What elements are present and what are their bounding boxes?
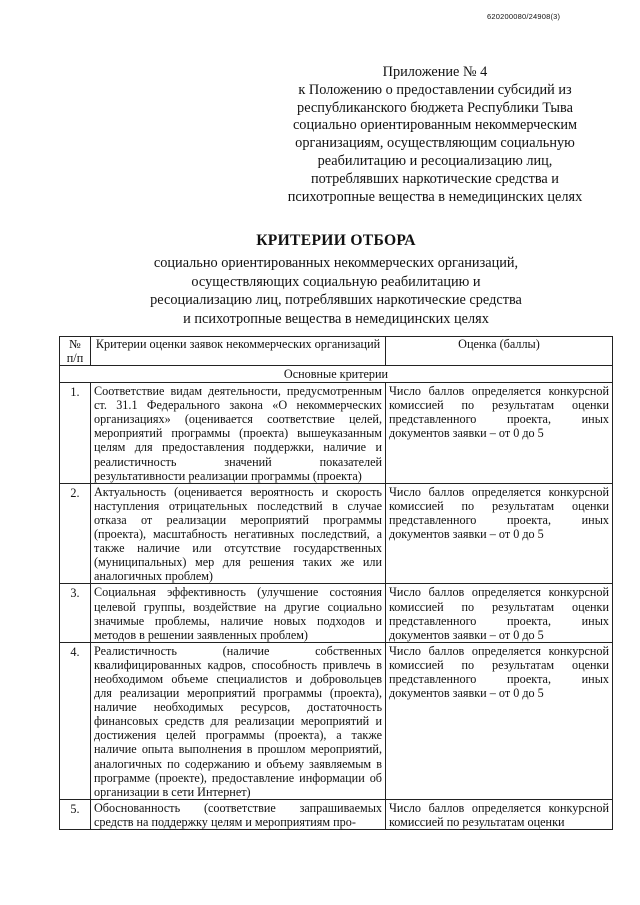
- table-header-row: [60, 337, 613, 366]
- table-row: [60, 642, 613, 799]
- document-id: 620200080/24908(3): [487, 12, 561, 21]
- subtitle-line: осуществляющих социальную реабилитацию и: [191, 273, 481, 290]
- row-number: 1.: [60, 383, 91, 484]
- annex-line: потреблявших наркотические средства и: [311, 170, 559, 187]
- annex-line: реабилитацию и ресоциализацию лиц,: [317, 152, 553, 169]
- document-subtitle: [60, 254, 612, 328]
- row-criteria: Обоснованность (соответствие запрашиваемых средств на поддержку целям и мероприятиям про-: [91, 799, 386, 829]
- annex-block: [270, 64, 600, 206]
- row-number: 3.: [60, 584, 91, 642]
- table-row: [60, 584, 613, 642]
- row-criteria: Социальная эффективность (улучшение состояния целевой группы, воздействие на другие социально значимые проблемы, наличие новых подходов и методов в решении заявленных проблем): [91, 584, 386, 642]
- table-row: [60, 799, 613, 829]
- row-score: Число баллов определяется конкурсной комиссией по результатам оценки представленного проекта, иных документов заявки – от 0 до 5: [386, 383, 613, 484]
- annex-line: психотропные вещества в немедицинских целях: [287, 188, 583, 205]
- section-title: Основные критерии: [60, 366, 613, 383]
- section-row: [60, 366, 613, 383]
- subtitle-line: ресоциализацию лиц, потреблявших наркотические средства: [150, 292, 522, 308]
- row-criteria: Соответствие видам деятельности, предусмотренным ст. 31.1 Федерального закона «О некоммерческих организациях» (оценивается соответствие целей, мероприятий программы (проекта) вышеуказанным целям для предоставления поддержки, наличие и реалистичность значений показателей результативности реализации программы (проекта): [91, 383, 386, 484]
- row-score: Число баллов определяется конкурсной комиссией по результатам оценки представленного проекта, иных документов заявки – от 0 до 5: [386, 584, 613, 642]
- row-number: 2.: [60, 483, 91, 584]
- row-score: Число баллов определяется конкурсной комиссией по результатам оценки представленного проекта, иных документов заявки – от 0 до 5: [386, 483, 613, 584]
- subtitle-line: и психотропные вещества в немедицинских целях: [183, 310, 489, 327]
- table-row: [60, 383, 613, 484]
- header-score: Оценка (баллы): [386, 337, 613, 366]
- header-num: № п/п: [60, 337, 91, 366]
- annex-line: к Положению о предоставлении субсидий из: [298, 81, 572, 98]
- criteria-table: [59, 336, 613, 830]
- row-score: Число баллов определяется конкурсной комиссией по результатам оценки представленного проекта, иных документов заявки – от 0 до 5: [386, 642, 613, 799]
- subtitle-line: социально ориентированных некоммерческих организаций,: [153, 255, 519, 271]
- row-criteria: Актуальность (оценивается вероятность и скорость наступления отрицательных последствий в случае отказа от реализации мероприятий программы (проекта), масштабность негативных последствий, а также наличие или отсутствие государственных (муниципальных) мер для решения таких же или аналогичных проблем): [91, 483, 386, 584]
- table-row: [60, 483, 613, 584]
- annex-line: республиканского бюджета Республики Тыва: [297, 99, 573, 116]
- row-score: Число баллов определяется конкурсной комиссией по результатам оценки: [386, 799, 613, 829]
- annex-line: организациям, осуществляющим социальную: [295, 135, 575, 152]
- annex-line: Приложение № 4: [382, 64, 488, 80]
- row-criteria: Реалистичность (наличие собственных квалифицированных кадров, способность привлечь в необходимом объеме специалистов и добровольцев для реализации мероприятий программы (проекта), наличие необходимых ресурсов, достаточность финансовых средств для реализации мероприятий и достижения целей программы (проекта), а также наличие опыта выполнения в прошлом мероприятий, аналогичных по содержанию и объему заявляемым в программе (проекте), предоставление информации об организации в сети Интернет): [91, 642, 386, 799]
- annex-line: социально ориентированным некоммерческим: [292, 117, 578, 134]
- row-number: 4.: [60, 642, 91, 799]
- document-title: КРИТЕРИИ ОТБОРА: [256, 232, 416, 249]
- header-criteria: Критерии оценки заявок некоммерческих организаций: [91, 337, 386, 366]
- row-number: 5.: [60, 799, 91, 829]
